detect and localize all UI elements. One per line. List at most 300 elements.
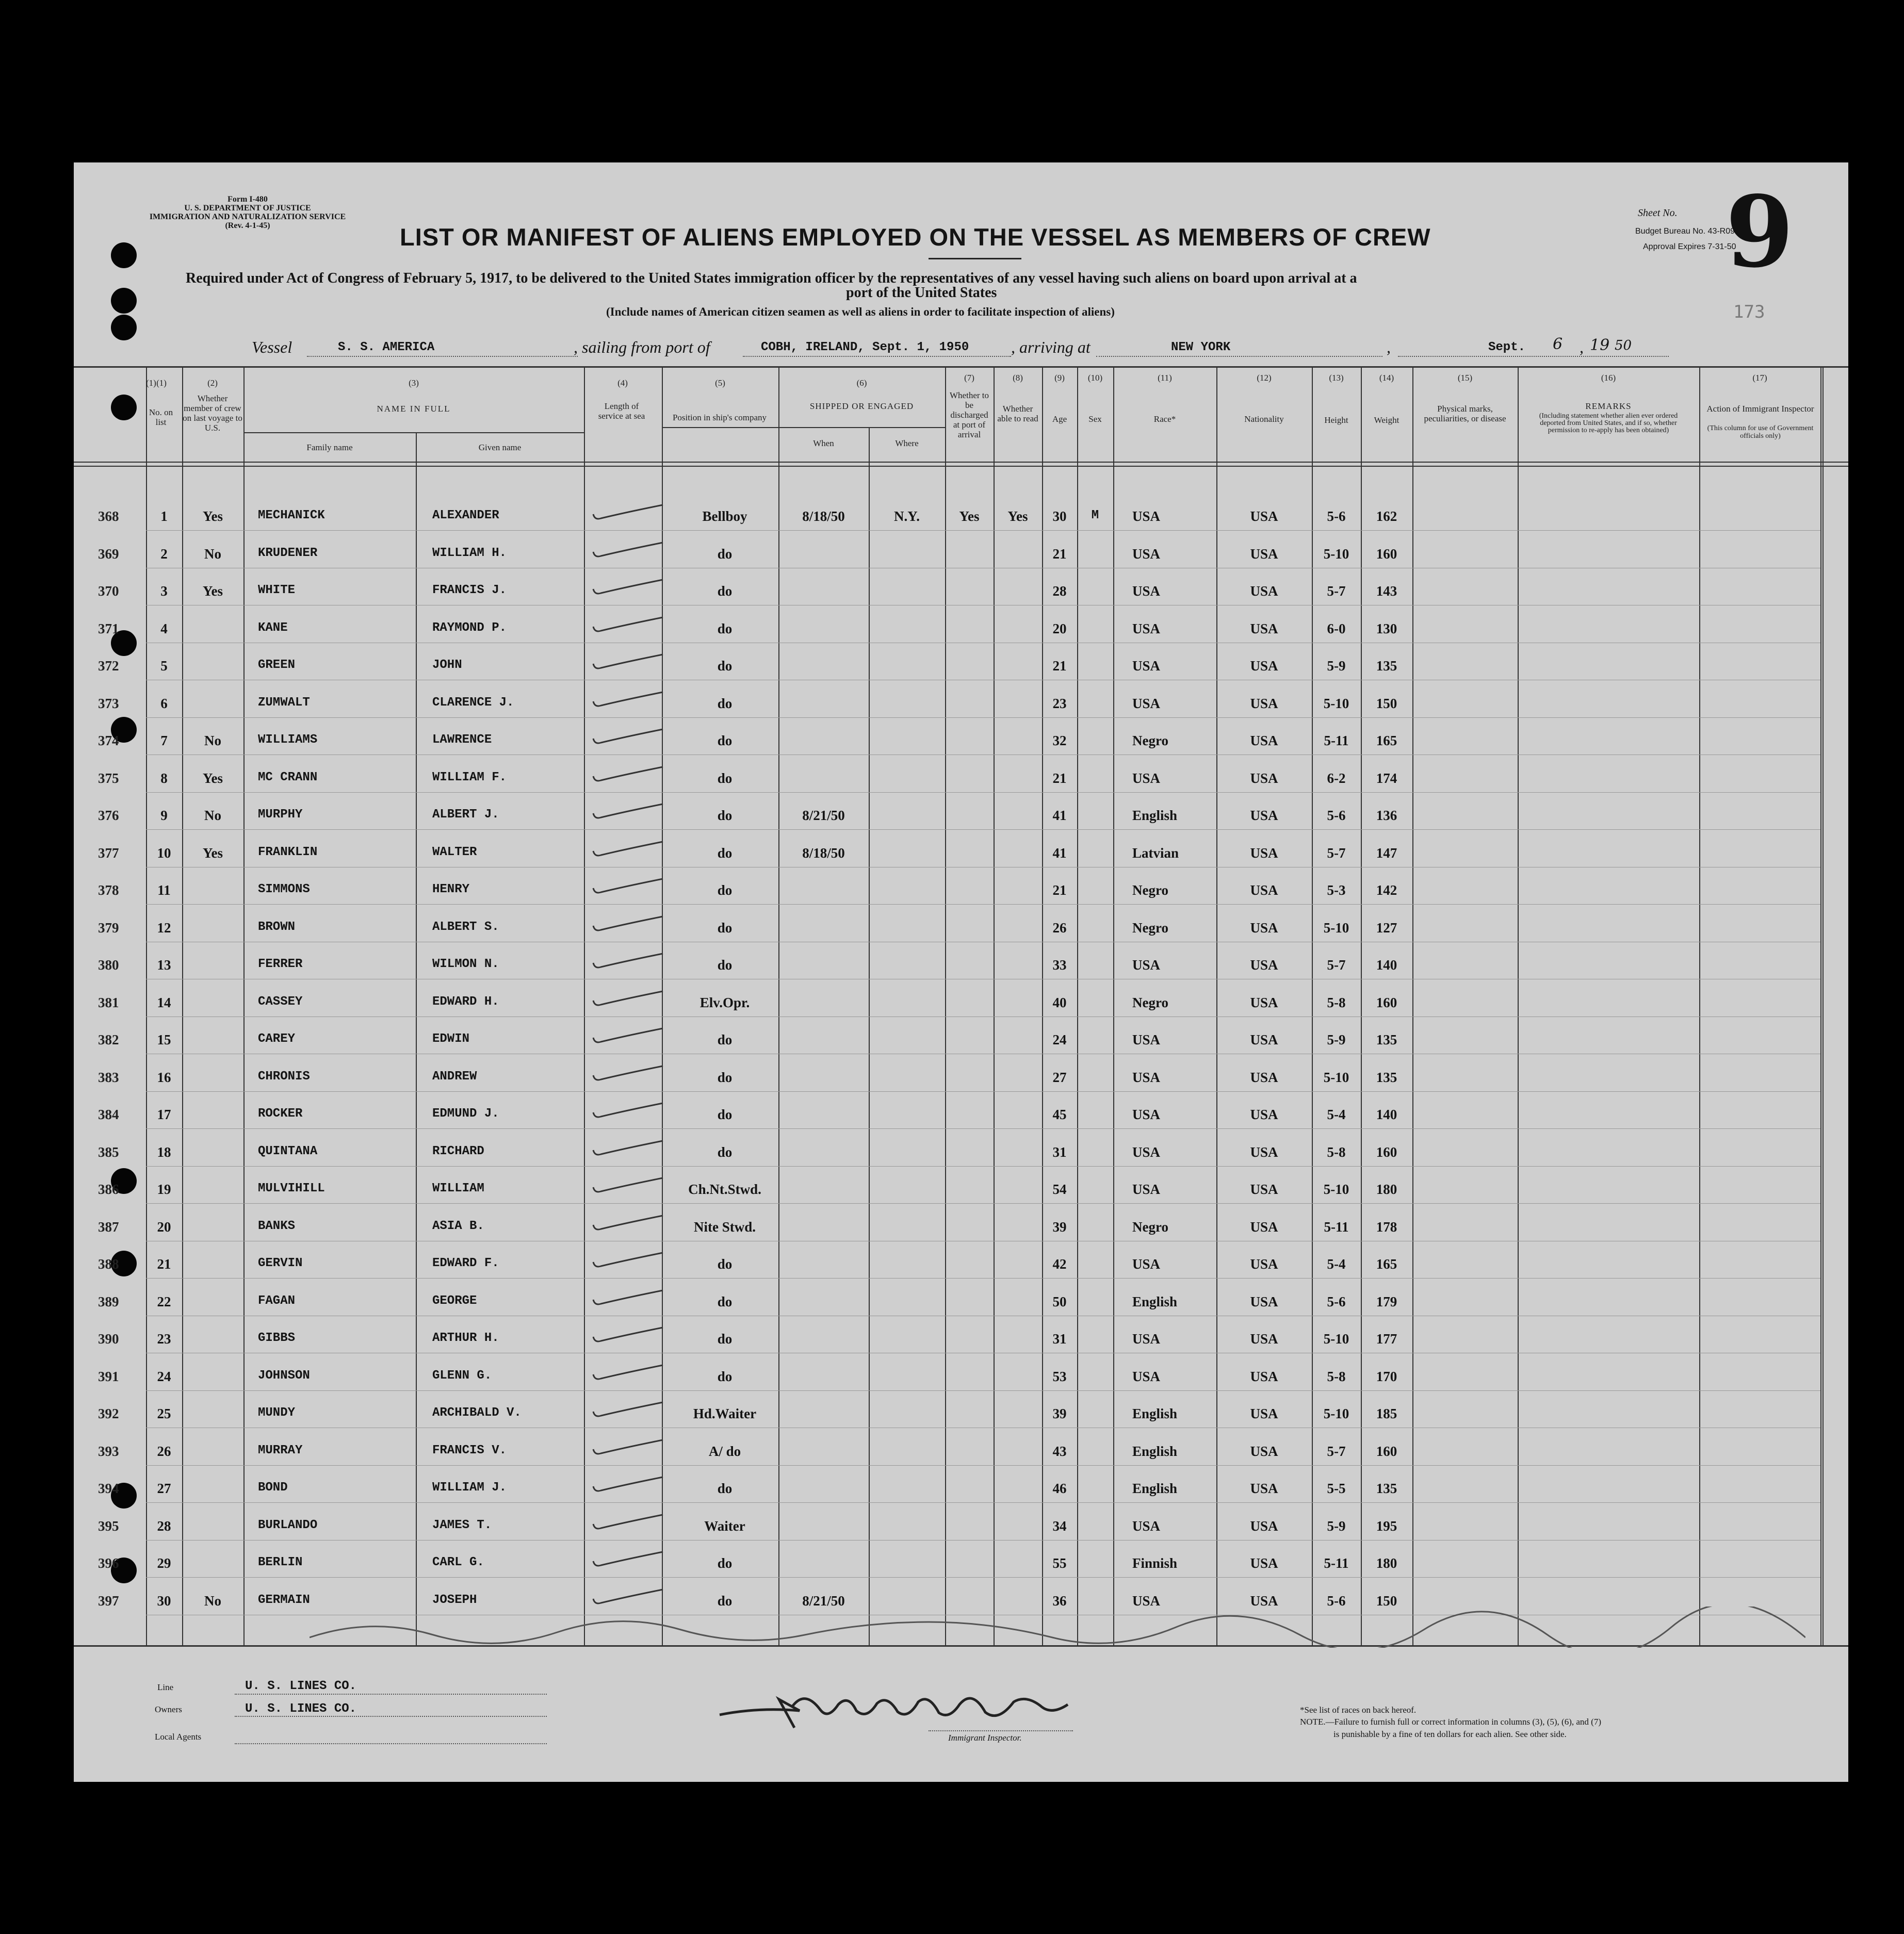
manifest-line-number: 396 <box>98 1555 119 1571</box>
arrival-year: 50 <box>1615 338 1632 353</box>
header-5-num: (5) <box>715 378 725 388</box>
cell-age: 32 <box>1052 733 1067 748</box>
cell-position: do <box>717 546 733 562</box>
row-rule <box>146 1502 1820 1503</box>
cell-given: ALEXANDER <box>432 509 499 522</box>
cell-height: 5-9 <box>1327 658 1346 674</box>
cell-family: MURPHY <box>258 808 303 822</box>
header-4-num: (4) <box>617 378 628 388</box>
form-rev: (Rev. 4-1-45) <box>225 221 270 230</box>
cell-family: KANE <box>258 621 288 635</box>
manifest-line-number: 372 <box>98 658 119 674</box>
signature-stroke <box>717 1679 1078 1735</box>
cell-race: USA <box>1132 957 1161 973</box>
cell-race: USA <box>1132 583 1161 599</box>
cell-height: 5-6 <box>1327 1593 1346 1609</box>
line-underline <box>235 1694 547 1695</box>
cell-race: USA <box>1132 1369 1161 1384</box>
cell-height: 5-11 <box>1324 1555 1349 1571</box>
cell-no: 8 <box>160 771 168 786</box>
arriving-label: , arriving at <box>1011 338 1091 356</box>
cell-age: 43 <box>1052 1444 1067 1459</box>
cell-given: EDWARD H. <box>432 995 499 1009</box>
cell-race: USA <box>1132 771 1161 786</box>
row-rule <box>146 717 1820 718</box>
cell-position: do <box>717 882 733 898</box>
cell-height: 5-11 <box>1324 733 1349 748</box>
cell-nationality: USA <box>1250 1144 1278 1160</box>
header-3-num: (3) <box>409 378 419 388</box>
cell-no: 28 <box>157 1518 171 1534</box>
service-check-mark <box>591 1438 668 1464</box>
cell-position: do <box>717 658 733 674</box>
cell-weight: 143 <box>1376 583 1397 599</box>
comma: , <box>1580 338 1584 356</box>
cell-nationality: USA <box>1250 1406 1278 1421</box>
header-physical-marks: Physical marks, peculiarities, or disease <box>1424 404 1506 423</box>
cell-given: CLARENCE J. <box>432 696 514 710</box>
cell-weight: 160 <box>1376 546 1397 562</box>
cell-race: USA <box>1132 1331 1161 1347</box>
cell-race: Negro <box>1132 882 1168 898</box>
service-check-mark <box>591 540 668 566</box>
approval-expires: Approval Expires 7-31-50 <box>1643 242 1736 251</box>
cell-age: 39 <box>1052 1219 1067 1235</box>
cell-weight: 150 <box>1376 1593 1397 1609</box>
cell-weight: 150 <box>1376 696 1397 711</box>
penalty-note-2: is punishable by a fine of ten dollars for each alien. See other side. <box>1333 1729 1567 1739</box>
vessel-underline <box>307 356 578 357</box>
cell-height: 5-10 <box>1323 920 1349 936</box>
cell-no: 22 <box>157 1294 171 1309</box>
row-rule <box>146 530 1820 531</box>
manifest-line-number: 384 <box>98 1107 119 1122</box>
owners-label: Owners <box>155 1704 182 1714</box>
cell-family: ROCKER <box>258 1107 303 1121</box>
service-check-mark <box>591 1026 668 1052</box>
manifest-line-number: 394 <box>98 1481 119 1496</box>
cell-nationality: USA <box>1250 882 1278 898</box>
cell-weight: 140 <box>1376 957 1397 973</box>
cell-family: SIMMONS <box>258 882 310 896</box>
row-rule <box>146 1203 1820 1204</box>
cell-height: 5-11 <box>1324 1219 1349 1235</box>
cell-position: do <box>717 920 733 936</box>
cell-nationality: USA <box>1250 920 1278 936</box>
cell-height: 5-8 <box>1327 1144 1346 1160</box>
manifest-line-number: 371 <box>98 621 119 636</box>
service-check-mark <box>591 615 668 641</box>
cell-age: 24 <box>1052 1032 1067 1047</box>
cell-family: BANKS <box>258 1219 296 1233</box>
header-position: Position in ship's company <box>672 413 767 422</box>
agents-label: Local Agents <box>155 1732 202 1742</box>
cell-race: English <box>1132 1481 1178 1496</box>
service-check-mark <box>591 503 668 529</box>
service-check-mark <box>591 840 668 865</box>
cell-race: USA <box>1132 1256 1161 1272</box>
cell-sex: M <box>1091 509 1099 522</box>
row-rule <box>146 1166 1820 1167</box>
arrival-year-prefix: 19 <box>1590 336 1610 354</box>
cell-weight: 177 <box>1376 1331 1397 1347</box>
date-underline <box>1398 356 1669 357</box>
port-underline <box>743 356 1011 357</box>
manifest-line-number: 385 <box>98 1144 119 1160</box>
cell-family: CASSEY <box>258 995 303 1009</box>
form-service: IMMIGRATION AND NATURALIZATION SERVICE <box>149 212 346 221</box>
table-header-bottom-1 <box>74 462 1848 463</box>
cell-no: 24 <box>157 1369 171 1384</box>
cell-no: 20 <box>157 1219 171 1235</box>
cell-family: GIBBS <box>258 1331 296 1345</box>
cell-race: English <box>1132 808 1178 823</box>
cell-when: 8/18/50 <box>802 509 845 524</box>
cell-age: 21 <box>1052 658 1067 674</box>
cell-age: 31 <box>1052 1144 1067 1160</box>
cell-family: MECHANICK <box>258 509 325 522</box>
cell-where: N.Y. <box>893 509 920 524</box>
service-check-mark <box>591 1176 668 1202</box>
cell-weight: 140 <box>1376 1107 1397 1122</box>
cell-given: JAMES T. <box>432 1518 492 1532</box>
column-line <box>1077 367 1078 1645</box>
vessel-label: Vessel <box>252 338 292 356</box>
service-check-mark <box>591 1251 668 1276</box>
cell-age: 34 <box>1052 1518 1067 1534</box>
cell-height: 5-5 <box>1327 1481 1346 1496</box>
cell-given: JOHN <box>432 658 462 672</box>
cell-given: WALTER <box>432 845 477 859</box>
header-16-num: (16) <box>1601 373 1616 383</box>
cell-age: 55 <box>1052 1555 1067 1571</box>
column-line <box>1820 367 1821 1645</box>
cell-weight: 174 <box>1376 771 1397 786</box>
manifest-line-number: 391 <box>98 1369 119 1384</box>
cell-race: Negro <box>1132 995 1168 1010</box>
header-height: Height <box>1324 415 1348 425</box>
cell-height: 5-6 <box>1327 509 1346 524</box>
service-check-mark <box>591 765 668 791</box>
cell-family: FRANKLIN <box>258 845 318 859</box>
cell-age: 39 <box>1052 1406 1067 1421</box>
manifest-line-number: 390 <box>98 1331 119 1347</box>
cell-when: 8/18/50 <box>802 845 845 861</box>
header-10-num: (10) <box>1087 373 1103 383</box>
column-line <box>416 432 417 1645</box>
line-value: U. S. LINES CO. <box>245 1679 357 1693</box>
header-11-num: (11) <box>1158 373 1172 383</box>
cell-last: No <box>204 1593 221 1609</box>
manifest-line-number: 395 <box>98 1518 119 1534</box>
cell-position: do <box>717 1481 733 1496</box>
row-rule <box>146 1577 1820 1578</box>
service-check-mark <box>591 727 668 753</box>
header-inspector-action-detail: (This column for use of Government officials only) <box>1707 424 1814 440</box>
cell-height: 5-10 <box>1323 1070 1349 1085</box>
manifest-line-number: 375 <box>98 771 119 786</box>
header-7-num: (7) <box>964 373 974 383</box>
cell-height: 5-3 <box>1327 882 1346 898</box>
cell-position: do <box>717 583 733 599</box>
cell-weight: 135 <box>1376 658 1397 674</box>
cell-given: CARL G. <box>432 1555 484 1569</box>
cell-race: English <box>1132 1294 1178 1309</box>
manifest-line-number: 392 <box>98 1406 119 1421</box>
cell-family: BERLIN <box>258 1555 303 1569</box>
cell-height: 5-10 <box>1323 1182 1349 1197</box>
cell-given: FRANCIS V. <box>432 1444 507 1457</box>
cell-family: CHRONIS <box>258 1070 310 1084</box>
header-12-num: (12) <box>1257 373 1272 383</box>
cell-position: Bellboy <box>702 509 747 524</box>
cell-family: GERMAIN <box>258 1593 310 1607</box>
cell-age: 31 <box>1052 1331 1067 1347</box>
cell-age: 53 <box>1052 1369 1067 1384</box>
cell-position: do <box>717 808 733 823</box>
cell-family: KRUDENER <box>258 546 318 560</box>
cell-family: CAREY <box>258 1032 296 1046</box>
cell-race: Finnish <box>1132 1555 1178 1571</box>
agents-underline <box>235 1743 547 1744</box>
cell-position: do <box>717 845 733 861</box>
cell-weight: 165 <box>1376 1256 1397 1272</box>
cell-given: WILMON N. <box>432 957 499 971</box>
inspector-signature <box>717 1679 1078 1745</box>
cell-position: do <box>717 1107 733 1122</box>
cell-position: Ch.Nt.Stwd. <box>688 1182 761 1197</box>
cell-no: 12 <box>157 920 171 936</box>
cell-race: USA <box>1132 509 1161 524</box>
row-rule <box>146 1128 1820 1129</box>
header-when: When <box>813 438 834 448</box>
owners-value: U. S. LINES CO. <box>245 1702 357 1716</box>
cell-nationality: USA <box>1250 1219 1278 1235</box>
header-2-num: (2) <box>207 378 218 388</box>
cell-no: 2 <box>160 546 168 562</box>
cell-weight: 130 <box>1376 621 1397 636</box>
cell-weight: 165 <box>1376 733 1397 748</box>
cell-weight: 127 <box>1376 920 1397 936</box>
cell-weight: 162 <box>1376 509 1397 524</box>
form-dept: U. S. DEPARTMENT OF JUSTICE <box>184 204 311 212</box>
cell-position: do <box>717 1369 733 1384</box>
column-line <box>1113 367 1114 1645</box>
cell-race: USA <box>1132 658 1161 674</box>
cell-nationality: USA <box>1250 1107 1278 1122</box>
cell-age: 40 <box>1052 995 1067 1010</box>
row-rule <box>146 1465 1820 1466</box>
cell-given: RICHARD <box>432 1144 484 1158</box>
column-line <box>994 367 995 1645</box>
cell-given: ANDREW <box>432 1070 477 1084</box>
cell-race: USA <box>1132 1144 1161 1160</box>
cell-last: Yes <box>203 583 223 599</box>
cell-height: 5-9 <box>1327 1032 1346 1047</box>
cell-last: Yes <box>203 771 223 786</box>
manifest-line-number: 368 <box>98 509 119 524</box>
cell-nationality: USA <box>1250 696 1278 711</box>
cell-race: USA <box>1132 1518 1161 1534</box>
manifest-line-number: 377 <box>98 845 119 861</box>
cell-position: A/ do <box>708 1444 741 1459</box>
cell-nationality: USA <box>1250 583 1278 599</box>
cell-race: USA <box>1132 1182 1161 1197</box>
cell-family: QUINTANA <box>258 1144 318 1158</box>
cell-family: GERVIN <box>258 1256 303 1270</box>
cell-age: 20 <box>1052 621 1067 636</box>
cell-height: 5-7 <box>1327 583 1346 599</box>
cell-race: USA <box>1132 1593 1161 1609</box>
cell-nationality: USA <box>1250 621 1278 636</box>
cell-position: do <box>717 621 733 636</box>
cell-position: do <box>717 771 733 786</box>
cell-weight: 147 <box>1376 845 1397 861</box>
cell-last: No <box>204 733 221 748</box>
manifest-line-number: 393 <box>98 1444 119 1459</box>
manifest-line-number: 373 <box>98 696 119 711</box>
cell-race: English <box>1132 1406 1178 1421</box>
cell-nationality: USA <box>1250 995 1278 1010</box>
header-length-of-service: Length of service at sea <box>598 401 645 421</box>
cell-given: EDMUND J. <box>432 1107 499 1121</box>
manifest-line-number: 383 <box>98 1070 119 1085</box>
table-top-border <box>74 366 1848 368</box>
manifest-line-number: 369 <box>98 546 119 562</box>
cell-weight: 185 <box>1376 1406 1397 1421</box>
header-inspector-action: Action of Immigrant Inspector <box>1706 404 1814 414</box>
cell-position: Nite Stwd. <box>694 1219 756 1235</box>
cell-race: USA <box>1132 546 1161 562</box>
cell-nationality: USA <box>1250 1032 1278 1047</box>
cell-given: GLENN G. <box>432 1369 492 1383</box>
service-check-mark <box>591 952 668 977</box>
row-rule <box>146 1091 1820 1092</box>
cell-position: do <box>717 1593 733 1609</box>
arrival-month: Sept. <box>1488 340 1526 354</box>
cell-position: do <box>717 1256 733 1272</box>
service-check-mark <box>591 1325 668 1351</box>
cell-family: GREEN <box>258 658 296 672</box>
cell-height: 5-9 <box>1327 1518 1346 1534</box>
header-race: Race* <box>1153 414 1176 424</box>
cell-when: 8/21/50 <box>802 808 845 823</box>
cell-race: Latvian <box>1132 845 1179 861</box>
cell-height: 5-8 <box>1327 995 1346 1010</box>
cell-last: No <box>204 808 221 823</box>
cell-age: 26 <box>1052 920 1067 936</box>
cell-race: USA <box>1132 696 1161 711</box>
cell-no: 9 <box>160 808 168 823</box>
cell-age: 46 <box>1052 1481 1067 1496</box>
service-check-mark <box>591 1363 668 1389</box>
cell-family: WHITE <box>258 583 296 597</box>
header-name-in-full: NAME IN FULL <box>377 404 451 414</box>
cell-no: 3 <box>160 583 168 599</box>
cell-read: Yes <box>1007 509 1028 524</box>
cell-last: Yes <box>203 845 223 861</box>
punch-hole <box>111 395 137 420</box>
column-line <box>243 367 245 1645</box>
shipped-header-split <box>662 427 946 428</box>
header-17-num: (17) <box>1752 373 1767 383</box>
cell-position: Elv.Opr. <box>699 995 750 1010</box>
cell-weight: 142 <box>1376 882 1397 898</box>
cell-nationality: USA <box>1250 845 1278 861</box>
cell-given: LAWRENCE <box>432 733 492 747</box>
cell-height: 5-10 <box>1323 1406 1349 1421</box>
cell-weight: 135 <box>1376 1032 1397 1047</box>
cell-position: do <box>717 696 733 711</box>
arriving-underline <box>1096 356 1382 357</box>
manifest-line-number: 376 <box>98 808 119 823</box>
manifest-line-number: 388 <box>98 1256 119 1272</box>
cell-position: do <box>717 733 733 748</box>
cell-position: Waiter <box>704 1518 745 1534</box>
cell-position: do <box>717 1331 733 1347</box>
header-discharged: Whether to be discharged at port of arrival <box>950 390 989 439</box>
cell-no: 29 <box>157 1555 171 1571</box>
header-able-to-read: Whether able to read <box>997 404 1038 423</box>
cell-given: EDWARD F. <box>432 1256 499 1270</box>
cell-no: 19 <box>157 1182 171 1197</box>
cell-age: 41 <box>1052 845 1067 861</box>
cell-nationality: USA <box>1250 808 1278 823</box>
cell-age: 28 <box>1052 583 1067 599</box>
cell-family: WILLIAMS <box>258 733 318 747</box>
cell-age: 21 <box>1052 546 1067 562</box>
cell-last: Yes <box>203 509 223 524</box>
cell-nationality: USA <box>1250 1593 1278 1609</box>
cell-age: 21 <box>1052 882 1067 898</box>
cell-height: 5-8 <box>1327 1369 1346 1384</box>
service-check-mark <box>591 989 668 1015</box>
column-line <box>1822 367 1824 1645</box>
manifest-line-number: 387 <box>98 1219 119 1235</box>
header-age: Age <box>1052 414 1067 424</box>
column-line <box>1412 367 1413 1645</box>
page-stamp-number: 173 <box>1733 302 1765 322</box>
arriving-port: NEW YORK <box>1171 340 1231 354</box>
cell-race: USA <box>1132 1032 1161 1047</box>
cell-family: MUNDY <box>258 1406 296 1420</box>
cell-age: 41 <box>1052 808 1067 823</box>
manifest-line-number: 382 <box>98 1032 119 1047</box>
punch-hole <box>111 288 137 314</box>
table-header-bottom-2 <box>74 466 1848 467</box>
cell-nationality: USA <box>1250 1294 1278 1309</box>
service-check-mark <box>591 1475 668 1501</box>
cell-given: JOSEPH <box>432 1593 477 1607</box>
header-14-num: (14) <box>1379 373 1394 383</box>
cell-weight: 180 <box>1376 1555 1397 1571</box>
service-check-mark <box>591 914 668 940</box>
cell-age: 36 <box>1052 1593 1067 1609</box>
service-check-mark <box>591 1139 668 1165</box>
cell-position: do <box>717 1070 733 1085</box>
cell-given: GEORGE <box>432 1294 477 1308</box>
cell-given: WILLIAM F. <box>432 771 507 784</box>
cell-race: Negro <box>1132 920 1168 936</box>
form-id-block <box>144 195 351 230</box>
service-check-mark <box>591 578 668 603</box>
title-underline <box>929 258 1021 259</box>
cell-nationality: USA <box>1250 1444 1278 1459</box>
owners-underline <box>235 1716 547 1717</box>
cell-height: 6-2 <box>1327 771 1346 786</box>
cell-age: 23 <box>1052 696 1067 711</box>
cell-weight: 160 <box>1376 995 1397 1010</box>
